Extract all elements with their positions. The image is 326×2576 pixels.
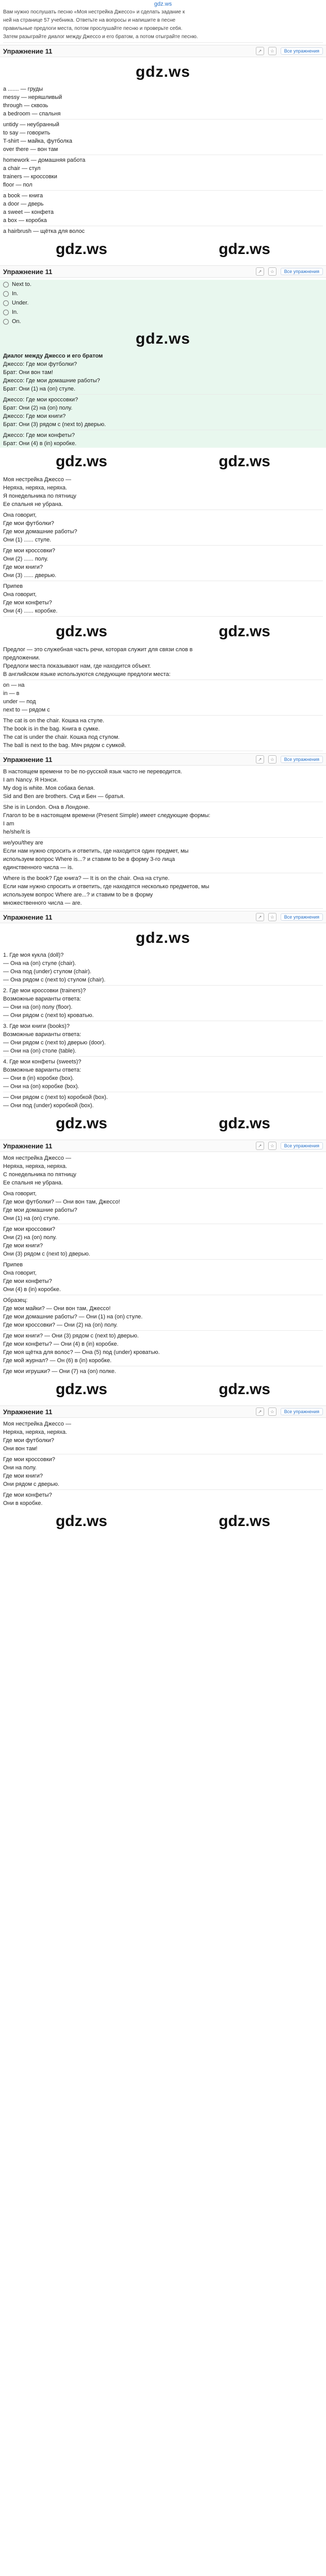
translation-text (0, 476, 326, 617)
vocab-item: over there — вон там (3, 146, 58, 152)
vocab-item: a sweet — конфета (3, 209, 54, 215)
song-line: Где мои майки? — Они вон там, Джессо! (3, 1306, 111, 1312)
radio-icon[interactable] (3, 300, 9, 306)
translation-line: Где мои футболки? (3, 520, 54, 527)
translation-line: Неряха, неряха, неряха. (3, 485, 68, 491)
divider (3, 1489, 323, 1490)
song-line: Где мои книги? — Они (3) рядом с (next to) дверью. (3, 1333, 139, 1339)
exercise-2-line: — Она рядом с (next to) стулом (chair). (3, 977, 106, 983)
song-text (0, 1154, 326, 1376)
present-simple-line: he/she/it is (3, 829, 30, 835)
exercise-2-line: — Они рядом с (next to) коробкой (box). (3, 1094, 108, 1100)
watermark: gdz.ws (218, 623, 270, 640)
final-text (0, 1420, 326, 1507)
watermark: gdz.ws (218, 453, 270, 470)
divider (3, 715, 323, 716)
option-label: Next to. (12, 281, 31, 287)
watermark-row (0, 235, 326, 263)
vocab-item: homework — домашняя работа (3, 157, 86, 163)
dialogue-line: Джессо: Где мои кроссовки? (3, 397, 78, 403)
song-line: Где мои конфеты? — Они (4) в (in) коробке. (3, 1341, 119, 1347)
exercise-2-line: — Они рядом с (next to) кроватью. (3, 1012, 94, 1019)
options-list (0, 280, 326, 326)
grammar-line: В английском языке используются следующие предлоги места: (3, 671, 171, 677)
divider (3, 545, 323, 546)
share-icon[interactable]: ↗ (256, 47, 264, 55)
present-simple-line: Если нам нужно спросить и ответить, где находятся несколько предметов, мы (3, 884, 209, 890)
divider (3, 1259, 323, 1260)
radio-icon[interactable] (3, 291, 9, 297)
divider (3, 908, 323, 909)
present-simple-line: I am (3, 821, 14, 827)
radio-icon[interactable] (3, 310, 9, 315)
song-line: Где мои домашние работы? — Они (1) на (on) стуле. (3, 1314, 143, 1320)
all-exercises-button[interactable]: Все упражнения (281, 47, 323, 55)
exercise-bar (0, 45, 326, 57)
bar-icons (256, 47, 323, 55)
vocab-item: untidy — неубранный (3, 122, 59, 128)
answer-options (0, 280, 326, 448)
exercise-2-line: 1. Где моя кукла (doll)? (3, 952, 64, 958)
watermark-row (0, 618, 326, 646)
exercise-bar (0, 1140, 326, 1152)
vocab-item: a hairbrush — щётка для волос (3, 228, 85, 234)
option-row[interactable] (0, 308, 326, 317)
song-line: Она говорит, (3, 1270, 37, 1276)
exercise-bar (0, 265, 326, 278)
exercise-2-line: — Они рядом с (next to) дверью (door). (3, 1040, 106, 1046)
song-line: Где мои игрушки? — Они (7) на (on) полке. (3, 1368, 116, 1375)
divider (3, 985, 323, 986)
exercise-2-line: Возможные варианты ответа: (3, 1031, 82, 1038)
translation-line: Ее спальня не убрана. (3, 501, 63, 507)
present-simple-line: В настоящем времени то be по-русской язык часто не переводится. (3, 769, 182, 775)
share-icon[interactable]: ↗ (256, 1408, 264, 1416)
translation-line: Припев (3, 583, 23, 589)
exercise-2-line: Возможные варианты ответа: (3, 1067, 82, 1073)
bar-icons (256, 1142, 323, 1150)
all-exercises-button[interactable]: Все упражнения (281, 756, 323, 763)
divider (3, 42, 323, 43)
exercise-2-line: — Она на (on) стуле (chair). (3, 960, 76, 967)
song-line: Где моя щётка для волос? — Она (5) под (under) кроватью. (3, 1349, 160, 1355)
song-line: Где мои конфеты? (3, 1278, 52, 1284)
song-line: Припев (3, 1262, 23, 1268)
vocab-item: trainers — кроссовки (3, 174, 57, 180)
song-line: Они (2) на (on) полу. (3, 1234, 57, 1241)
vocab-item: T-shirt — майка, футболка (3, 138, 73, 144)
watermark: gdz.ws (135, 929, 190, 946)
translation-line: Она говорит, (3, 512, 37, 518)
dialogue-line: Джессо: Где мои конфеты? (3, 432, 75, 438)
translation-line: Моя нестрейка Джессо — (3, 477, 71, 483)
present-simple-line: Если нам нужно спросить и ответить, где находится один предмет, мы (3, 848, 189, 854)
bar-icons (256, 1408, 323, 1416)
watermark-row (0, 1376, 326, 1403)
vocab-item: a chair — стул (3, 165, 41, 172)
watermark: gdz.ws (218, 1381, 270, 1398)
vocab-item: a box — коробка (3, 217, 47, 224)
exercise-2-line: — Они на (on) полу (floor). (3, 1004, 73, 1010)
vocab-item: a bedroom — спальня (3, 111, 61, 117)
bookmark-icon[interactable]: ☆ (268, 267, 276, 276)
exercise-2-line: 2. Где мои кроссовки (trainers)? (3, 988, 86, 994)
watermark: gdz.ws (55, 1115, 107, 1132)
watermark: gdz.ws (55, 623, 107, 640)
song-line: Они (4) в (in) коробке. (3, 1286, 61, 1293)
present-simple-line: единственного числа — is. (3, 865, 74, 871)
watermark-row (0, 1110, 326, 1138)
option-row[interactable] (0, 298, 326, 308)
share-icon[interactable]: ↗ (256, 913, 264, 921)
all-exercises-button[interactable]: Все упражнения (281, 268, 323, 275)
option-row[interactable] (0, 289, 326, 298)
exercise-title: Упражнение 11 (3, 267, 53, 276)
grammar-line: under — под (3, 699, 36, 705)
intro-line: Вам нужно послушать песню «Моя нестрейка Джессо» и сделать задание к (3, 9, 185, 15)
intro-line: правильные предлоги места, потом прослушайте песню и проверьте себя. (3, 26, 183, 31)
radio-icon[interactable] (3, 319, 9, 325)
final-line: Где мои кроссовки? (3, 1456, 55, 1463)
present-simple-line: She is in London. Она в Лондоне. (3, 804, 90, 810)
vocab-item: floor — пол (3, 182, 32, 188)
vocab-item: a book — книга (3, 193, 43, 199)
exercise-bar (0, 1405, 326, 1418)
final-line: Они на полу. (3, 1465, 37, 1471)
option-label: In. (12, 309, 19, 315)
intro-text (0, 8, 326, 43)
share-icon[interactable]: ↗ (256, 267, 264, 276)
vocab-item: a door — дверь (3, 201, 44, 207)
bookmark-icon[interactable]: ☆ (268, 1408, 276, 1416)
exercise-2-line: — Они под (under) коробкой (box). (3, 1103, 94, 1109)
final-line: Где мои футболки? (3, 1437, 54, 1444)
divider (3, 837, 323, 838)
share-icon[interactable]: ↗ (256, 1142, 264, 1150)
song-line: Где мои домашние работы? (3, 1207, 77, 1213)
share-icon[interactable]: ↗ (256, 755, 264, 764)
grammar-line: Предлоги места показывают нам, где находится объект. (3, 663, 151, 669)
exercise-title: Упражнение 11 (3, 1142, 53, 1150)
grammar-text (0, 646, 326, 751)
present-simple-line: I am Nancy. Я Нэнси. (3, 777, 58, 783)
option-row[interactable] (0, 280, 326, 289)
divider (3, 394, 323, 395)
present-simple-line: множественного числа — are. (3, 900, 82, 906)
translation-line: Где мои конфеты? (3, 600, 52, 606)
final-line: Моя нестрейка Джессо — (3, 1421, 71, 1427)
present-simple-line: Глагол to be в настоящем времени (Present Simple) имеет следующие формы: (3, 812, 210, 819)
translation-line: Они (4) ...... коробке. (3, 608, 58, 614)
site-link[interactable]: gdz.ws (154, 1, 172, 7)
watermark-row (0, 1507, 326, 1535)
dialogue-line: Брат: Они (4) в (in) коробке. (3, 440, 77, 447)
dialogue-line: Брат: Они (3) рядом с (next to) дверью. (3, 421, 106, 428)
watermark: gdz.ws (218, 1513, 270, 1530)
watermark: gdz.ws (218, 241, 270, 258)
watermark: gdz.ws (55, 1381, 107, 1398)
watermark: gdz.ws (55, 1513, 107, 1530)
song-line: Ее спальня не убрана. (3, 1180, 63, 1186)
exercise-title: Упражнение 11 (3, 1408, 53, 1416)
bookmark-icon[interactable]: ☆ (268, 913, 276, 921)
grammar-line: The cat is on the chair. Кошка на стуле. (3, 718, 105, 724)
exercise-2-line: — Они на (on) столе (table). (3, 1048, 76, 1054)
song-line: Где мои книги? (3, 1243, 43, 1249)
intro-line: ней на странице 57 учебника. Ответьте на вопросы и напишите в песне (3, 18, 175, 23)
present-simple-line: используем вопрос Where is...? и ставим to be в форму 3-го лица (3, 856, 175, 862)
divider (3, 1330, 323, 1331)
exercise-2-line: — Они в (in) коробке (box). (3, 1075, 74, 1081)
bar-icons (256, 913, 323, 921)
divider (3, 119, 323, 120)
bookmark-icon[interactable]: ☆ (268, 755, 276, 764)
watermark-row (0, 448, 326, 476)
final-line: Где мои книги? (3, 1473, 43, 1479)
option-label: Under. (12, 300, 29, 306)
bookmark-icon[interactable]: ☆ (268, 1142, 276, 1150)
all-exercises-button[interactable]: Все упражнения (281, 1142, 323, 1149)
song-line: Где мои кроссовки? — Они (2) на (on) полу. (3, 1322, 118, 1328)
vocab-item: to say — говорить (3, 130, 51, 136)
final-line: Неряха, неряха, неряха. (3, 1429, 68, 1435)
watermark: gdz.ws (55, 241, 107, 258)
final-line: Они вон там! (3, 1446, 38, 1452)
grammar-line: next to — рядом с (3, 707, 50, 713)
present-simple-text (0, 768, 326, 909)
present-simple-line: Sid and Ben are brothers. Сид и Бен — братья. (3, 793, 125, 800)
present-simple-line: My dog is white. Моя собака белая. (3, 785, 95, 791)
exercise-2-line: 4. Где мои конфеты (sweets)? (3, 1059, 82, 1065)
dialogue-line: Джессо: Где мои книги? (3, 413, 66, 419)
exercise-title: Упражнение 11 (3, 913, 53, 921)
radio-icon[interactable] (3, 282, 9, 287)
watermark: gdz.ws (55, 453, 107, 470)
exercise-title: Упражнение 11 (3, 755, 53, 764)
dialogue-title: Диалог между Джессо и его братом (3, 353, 103, 359)
song-line: Они (3) рядом с (next to) дверью. (3, 1251, 90, 1257)
intro-line: Затем разыграйте диалог между Джессо и его братом, а потом отыграйте песню. (3, 34, 198, 40)
option-label: In. (12, 291, 19, 297)
grammar-line: предложении. (3, 655, 40, 661)
vocab-item: messy — неряшливый (3, 94, 62, 100)
all-exercises-button[interactable]: Все упражнения (281, 1408, 323, 1415)
dialogue-line: Джессо: Где мои футболки? (3, 361, 77, 367)
vocab-item: a ....... — груды (3, 86, 43, 92)
divider (3, 190, 323, 191)
dialogue-line: Брат: Они вон там! (3, 369, 53, 376)
song-line: Где мои кроссовки? (3, 1226, 55, 1232)
grammar-line: The cat is under the chair. Кошка под стулом. (3, 734, 120, 740)
dialogue-line: Джессо: Где мои домашние работы? (3, 378, 100, 384)
translation-line: Она говорит, (3, 591, 37, 598)
dialogue-line: Брат: Они (2) на (on) полу. (3, 405, 73, 411)
exercise-bar (0, 911, 326, 923)
dialogue-line: Брат: Они (1) на (on) стуле. (3, 386, 76, 392)
grammar-line: in — в (3, 690, 20, 697)
watermark: gdz.ws (135, 330, 190, 347)
exercise-title: Упражнение 11 (3, 47, 53, 55)
final-line: Где мои конфеты? (3, 1492, 52, 1498)
exercise-2-text (0, 951, 326, 1110)
translation-line: Я понедельника по пятницу (3, 493, 76, 499)
final-line: Они рядом с дверью. (3, 1481, 59, 1487)
translation-line: Они (2) ...... полу. (3, 556, 48, 562)
exercise-2-line: 3. Где мои книги (books)? (3, 1023, 70, 1029)
song-line: С понедельника по пятницу (3, 1172, 76, 1178)
translation-line: Где мои книги? (3, 564, 43, 570)
exercise-2-line: — Она под (under) стулом (chair). (3, 969, 92, 975)
song-line: Образец: (3, 1297, 28, 1303)
bar-icons (256, 755, 323, 764)
option-row[interactable] (0, 317, 326, 326)
bookmark-icon[interactable]: ☆ (268, 47, 276, 55)
song-line: Она говорит, (3, 1191, 37, 1197)
divider (3, 616, 323, 617)
present-simple-line: Where is the book? Где книга? — It is on the chair. Она на стуле. (3, 875, 170, 882)
present-simple-line: we/you/they are (3, 840, 43, 846)
vocab-list (0, 85, 326, 235)
song-line: Моя нестрейка Джессо — (3, 1155, 71, 1161)
all-exercises-button[interactable]: Все упражнения (281, 913, 323, 921)
song-line: Где мой журнал? — Он (6) в (in) коробке. (3, 1358, 112, 1364)
translation-line: Где мои домашние работы? (3, 529, 77, 535)
divider (3, 1056, 323, 1057)
bar-icons (256, 267, 323, 276)
translation-line: Они (1) ...... стуле. (3, 537, 52, 543)
song-line: Где мои футболки? — Они вон там, Джессо! (3, 1199, 120, 1205)
option-label: On. (12, 318, 21, 325)
translation-line: Где мои кроссовки? (3, 548, 55, 554)
watermark: gdz.ws (218, 1115, 270, 1132)
present-simple-line: используем вопрос Where are...? и ставим to be в форму (3, 892, 153, 898)
grammar-line: on — на (3, 682, 25, 688)
song-line: Они (1) на (on) стуле. (3, 1215, 60, 1222)
grammar-line: Предлог — это служебная часть речи, которая служит для связи слов в (3, 647, 193, 653)
watermark: gdz.ws (135, 63, 190, 80)
final-line: Они в коробке. (3, 1500, 43, 1506)
grammar-line: The book is in the bag. Книга в сумке. (3, 726, 100, 732)
divider (3, 1188, 323, 1189)
exercise-2-line: — Они на (on) коробке (box). (3, 1083, 79, 1090)
dialogue (0, 360, 326, 448)
vocab-item: through — сквозь (3, 103, 48, 109)
exercise-2-line: Возможные варианты ответа: (3, 996, 82, 1002)
translation-line: Они (3) ...... дверью. (3, 572, 57, 579)
exercise-bar (0, 753, 326, 766)
song-line: Неряха, неряха, неряха. (3, 1163, 68, 1170)
grammar-line: The ball is next to the bag. Мяч рядом с сумкой. (3, 742, 126, 749)
